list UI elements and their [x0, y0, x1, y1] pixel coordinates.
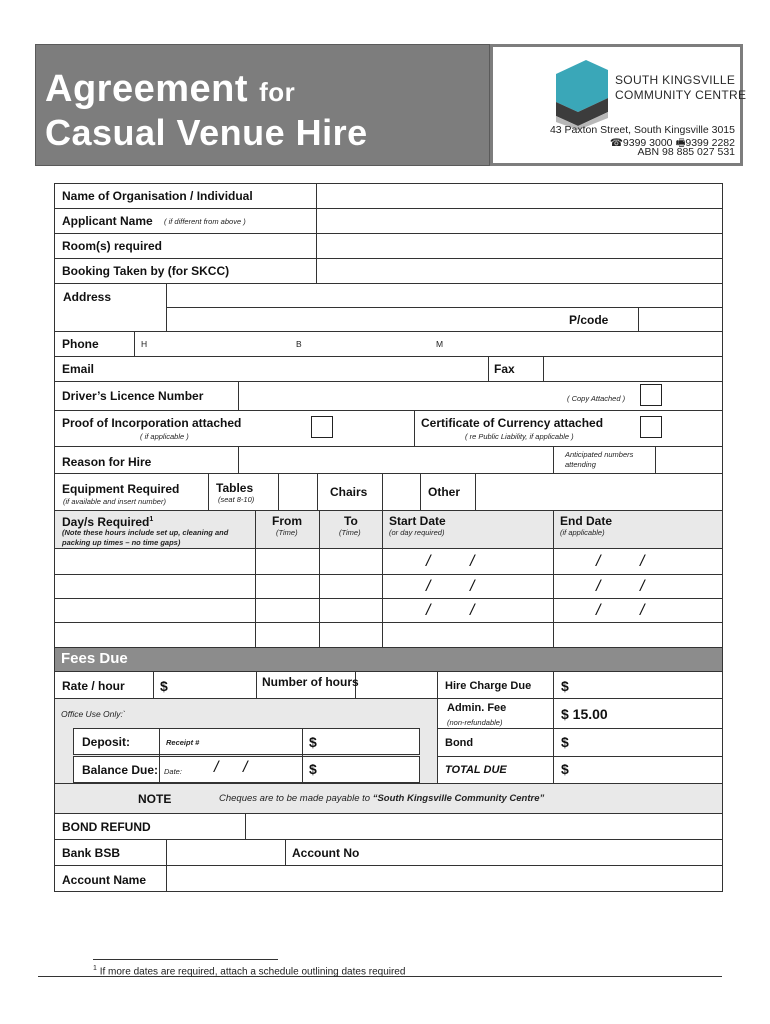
cheque-note: Cheques are to be made payable to “South Kingsville Community Centre” [219, 793, 545, 804]
start-date-note: (or day required) [389, 528, 445, 537]
incorporation-note: ( if applicable ) [140, 432, 189, 441]
balance-dollar: $ [309, 761, 317, 777]
currency-checkbox[interactable] [640, 416, 662, 438]
anticipated-label: Anticipated numbers attending [565, 450, 634, 469]
date-slash: / [640, 602, 645, 619]
bond-refund-field[interactable] [246, 814, 722, 839]
email-field[interactable] [135, 357, 488, 381]
receipt-label: Receipt # [166, 738, 200, 747]
email-label: Email [62, 362, 95, 376]
org-name-label: Name of Organisation / Individual [62, 189, 253, 203]
address-label: Address [63, 290, 112, 304]
page-title-line2: Casual Venue Hire [45, 112, 368, 153]
applicant-name-note: ( if different from above ) [164, 217, 246, 226]
bank-bsb-field[interactable] [167, 840, 285, 865]
tables-label: Tables [216, 481, 254, 495]
deposit-dollar: $ [309, 734, 317, 750]
copy-attached-note: ( Copy Attached ) [567, 394, 626, 403]
total-due-dollar: $ [561, 761, 569, 777]
currency-label: Certificate of Currency attached [421, 416, 604, 430]
phone-label: Phone [62, 337, 99, 351]
total-due-label: TOTAL DUE [445, 764, 507, 776]
booking-taken-field[interactable] [317, 259, 722, 283]
rooms-required-label: Room(s) required [62, 239, 163, 253]
org-name-field[interactable] [317, 184, 722, 208]
admin-fee-label: Admin. Fee [447, 702, 507, 714]
licence-label: Driver’s Licence Number [62, 389, 204, 403]
tables-note: (seat 8-10) [218, 495, 255, 504]
to-label: To [344, 514, 358, 528]
date-slash: / [426, 553, 431, 570]
account-no-label: Account No [292, 846, 360, 860]
fees-due-title: Fees Due [61, 650, 128, 667]
other-label: Other [428, 485, 461, 499]
date-slash: / [596, 602, 601, 619]
address-field-line2[interactable] [167, 308, 557, 331]
from-label: From [272, 514, 302, 528]
admin-fee-value: $ 15.00 [561, 706, 608, 722]
date-slash: / [596, 578, 601, 595]
office-use-label: Office Use Only:` [61, 709, 126, 719]
incorporation-checkbox[interactable] [311, 416, 333, 438]
bank-bsb-label: Bank BSB [62, 846, 121, 860]
hire-charge-dollar: $ [561, 678, 569, 694]
centre-address: 43 Paxton Street, South Kingsville 3015 [549, 124, 735, 136]
page-title: Agreement for [45, 68, 296, 110]
days-required-note: (Note these hours include set up, cleaning and packing up times – no time gaps) [62, 528, 229, 547]
account-name-label: Account Name [62, 873, 147, 887]
note-label: NOTE [138, 792, 172, 806]
hire-charge-label: Hire Charge Due [445, 680, 532, 692]
reason-label: Reason for Hire [62, 455, 152, 469]
phone-home-label: H [141, 339, 148, 349]
from-note: (Time) [276, 528, 298, 537]
address-field-line1[interactable] [167, 284, 722, 307]
bond-refund-label: BOND REFUND [62, 820, 151, 834]
admin-fee-note: (non-refundable) [447, 718, 503, 727]
days-required-label: Day/s Required$^1$ [62, 515, 154, 529]
booking-taken-label: Booking Taken by (for SKCC) [62, 264, 230, 278]
date-slash: / [596, 553, 601, 570]
account-name-field[interactable] [167, 866, 722, 891]
date-slash: / [470, 602, 475, 619]
equipment-label: Equipment Required [62, 482, 180, 496]
date-slash: / [243, 759, 248, 776]
date-slash: / [426, 602, 431, 619]
start-date-label: Start Date [389, 514, 446, 528]
balance-due-label: Balance Due: [82, 763, 159, 777]
date-slash: / [470, 578, 475, 595]
date-slash: / [640, 578, 645, 595]
date-slash: / [640, 553, 645, 570]
applicant-name-field[interactable] [317, 209, 722, 233]
hours-label: Number of hours [262, 675, 359, 689]
rate-dollar: $ [160, 678, 168, 694]
pcode-field[interactable] [639, 308, 722, 331]
bond-label: Bond [445, 737, 474, 749]
bond-dollar: $ [561, 734, 569, 750]
fax-label: Fax [494, 362, 515, 376]
rooms-required-field[interactable] [317, 234, 722, 258]
phone-business-label: B [296, 339, 302, 349]
end-date-label: End Date [560, 514, 613, 528]
footnote: $^1$ If more dates are required, attach a schedule outlining dates required [93, 965, 406, 978]
date-slash: / [214, 759, 219, 776]
currency-note: ( re Public Liability, if applicable ) [465, 432, 574, 441]
logo-text: SOUTH KINGSVILLE COMMUNITY CENTRE [615, 73, 747, 102]
date-slash: / [426, 578, 431, 595]
licence-copy-checkbox[interactable] [640, 384, 662, 406]
end-date-note: (if applicable) [560, 528, 605, 537]
equipment-note: (if available and insert number) [63, 497, 166, 506]
balance-date-label: Date: [164, 767, 182, 776]
deposit-label: Deposit: [82, 735, 130, 749]
applicant-name-label: Applicant Name [62, 214, 153, 228]
centre-abn: ABN 98 885 027 531 [637, 146, 735, 158]
chairs-label: Chairs [330, 485, 368, 499]
date-slash: / [470, 553, 475, 570]
centre-phone-fax: ☎9399 3000 🖷9399 2282 [609, 137, 735, 149]
to-note: (Time) [339, 528, 361, 537]
incorporation-label: Proof of Incorporation attached [62, 416, 242, 430]
pcode-label: P/code [569, 313, 609, 327]
phone-mobile-label: M [436, 339, 444, 349]
rate-hour-label: Rate / hour [62, 679, 125, 693]
